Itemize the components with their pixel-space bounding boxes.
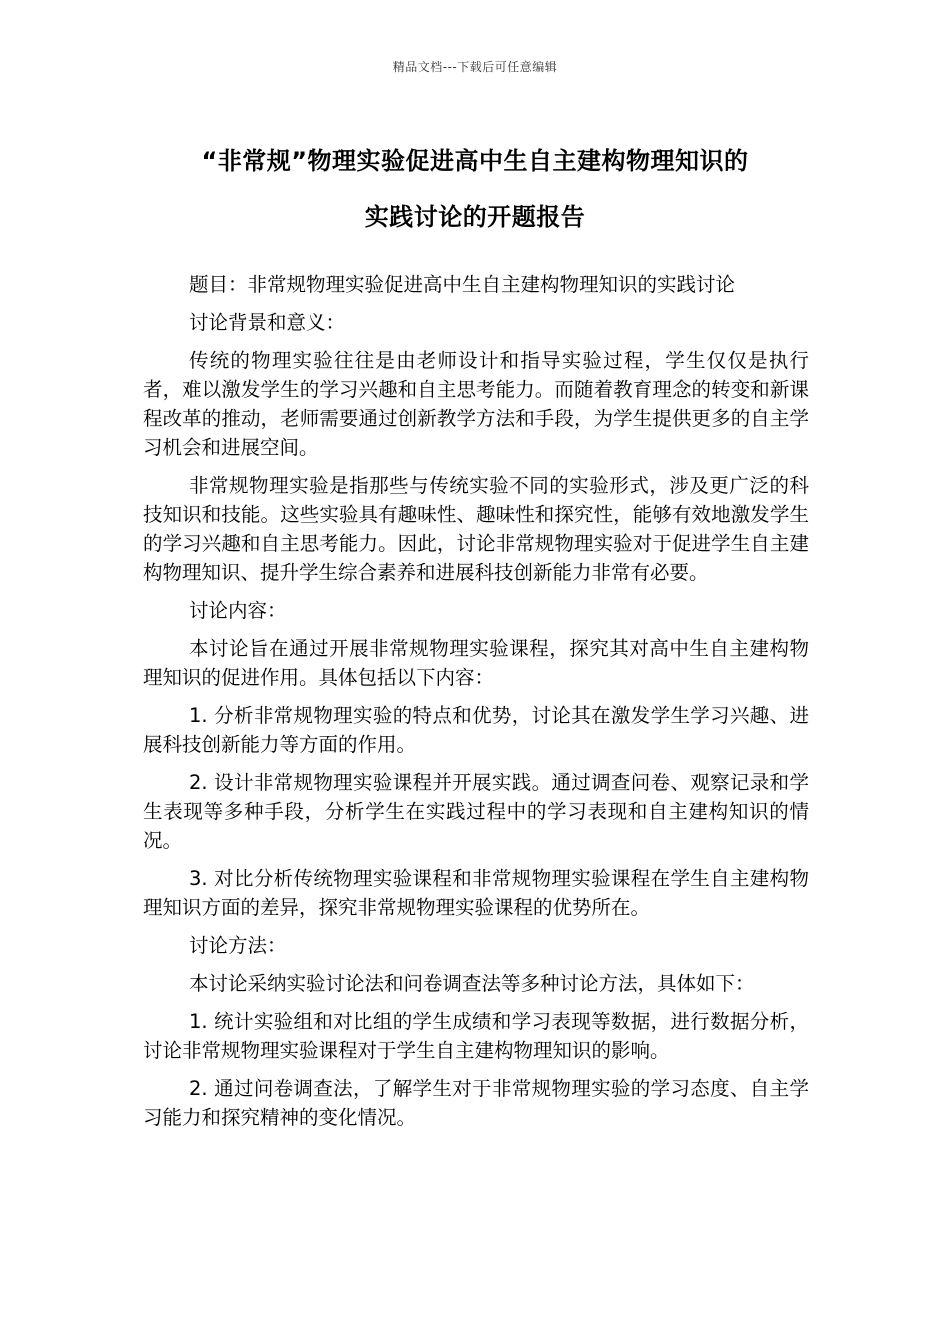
list-item-method-1: 1. 统计实验组和对比组的学生成绩和学习表现等数据，进行数据分析，讨论非常规物理实验课程对于学生自主建构物理知识的影响。 [143, 1010, 809, 1062]
section-heading-content: 讨论内容： [189, 599, 287, 622]
list-item-content-1: 1. 分析非常规物理实验的特点和优势，讨论其在激发学生学习兴趣、进展科技创新能力等方面的作用。 [143, 704, 809, 756]
section-heading-method: 讨论方法： [189, 934, 287, 957]
document-body [143, 270, 809, 1141]
title-line-1: “非常规”物理实验促进高中生自主建构物理知识的 [201, 147, 749, 175]
document-title [100, 133, 850, 245]
title-line-2: 实践讨论的开题报告 [364, 203, 586, 231]
paragraph-background-1: 传统的物理实验往往是由老师设计和指导实验过程，学生仅仅是执行者，难以激发学生的学习兴趣和自主思考能力。而随着教育理念的转变和新课程改革的推动，老师需要通过创新教学方法和手段，为学生提供更多的自主学习机会和进展空间。 [143, 349, 809, 459]
topic-line: 题目：非常规物理实验促进高中生自主建构物理知识的实践讨论 [189, 273, 736, 296]
section-heading-background: 讨论背景和意义： [189, 311, 346, 334]
paragraph-method-intro: 本讨论采纳实验讨论法和问卷调查法等多种讨论方法，具体如下： [189, 972, 755, 995]
header-note: 精品文档---下载后可任意编辑 [392, 60, 558, 74]
list-item-method-2: 2. 通过问卷调查法，了解学生对于非常规物理实验的学习态度、自主学习能力和探究精神的变化情况。 [143, 1077, 809, 1129]
paragraph-content-intro: 本讨论旨在通过开展非常规物理实验课程，探究其对高中生自主建构物理知识的促进作用。具体包括以下内容： [143, 637, 809, 689]
list-item-content-3: 3. 对比分析传统物理实验课程和非常规物理实验课程在学生自主建构物理知识方面的差异，探究非常规物理实验课程的优势所在。 [143, 867, 809, 919]
paragraph-background-2: 非常规物理实验是指那些与传统实验不同的实验形式，涉及更广泛的科技知识和技能。这些实验具有趣味性、趣味性和探究性，能够有效地激发学生的学习兴趣和自主思考能力。因此，讨论非常规物理实验对于促进学生自主建构物理知识、提升学生综合素养和进展科技创新能力非常有必要。 [143, 474, 809, 584]
list-item-content-2: 2. 设计非常规物理实验课程并开展实践。通过调查问卷、观察记录和学生表现等多种手段，分析学生在实践过程中的学习表现和自主建构知识的情况。 [143, 771, 809, 852]
